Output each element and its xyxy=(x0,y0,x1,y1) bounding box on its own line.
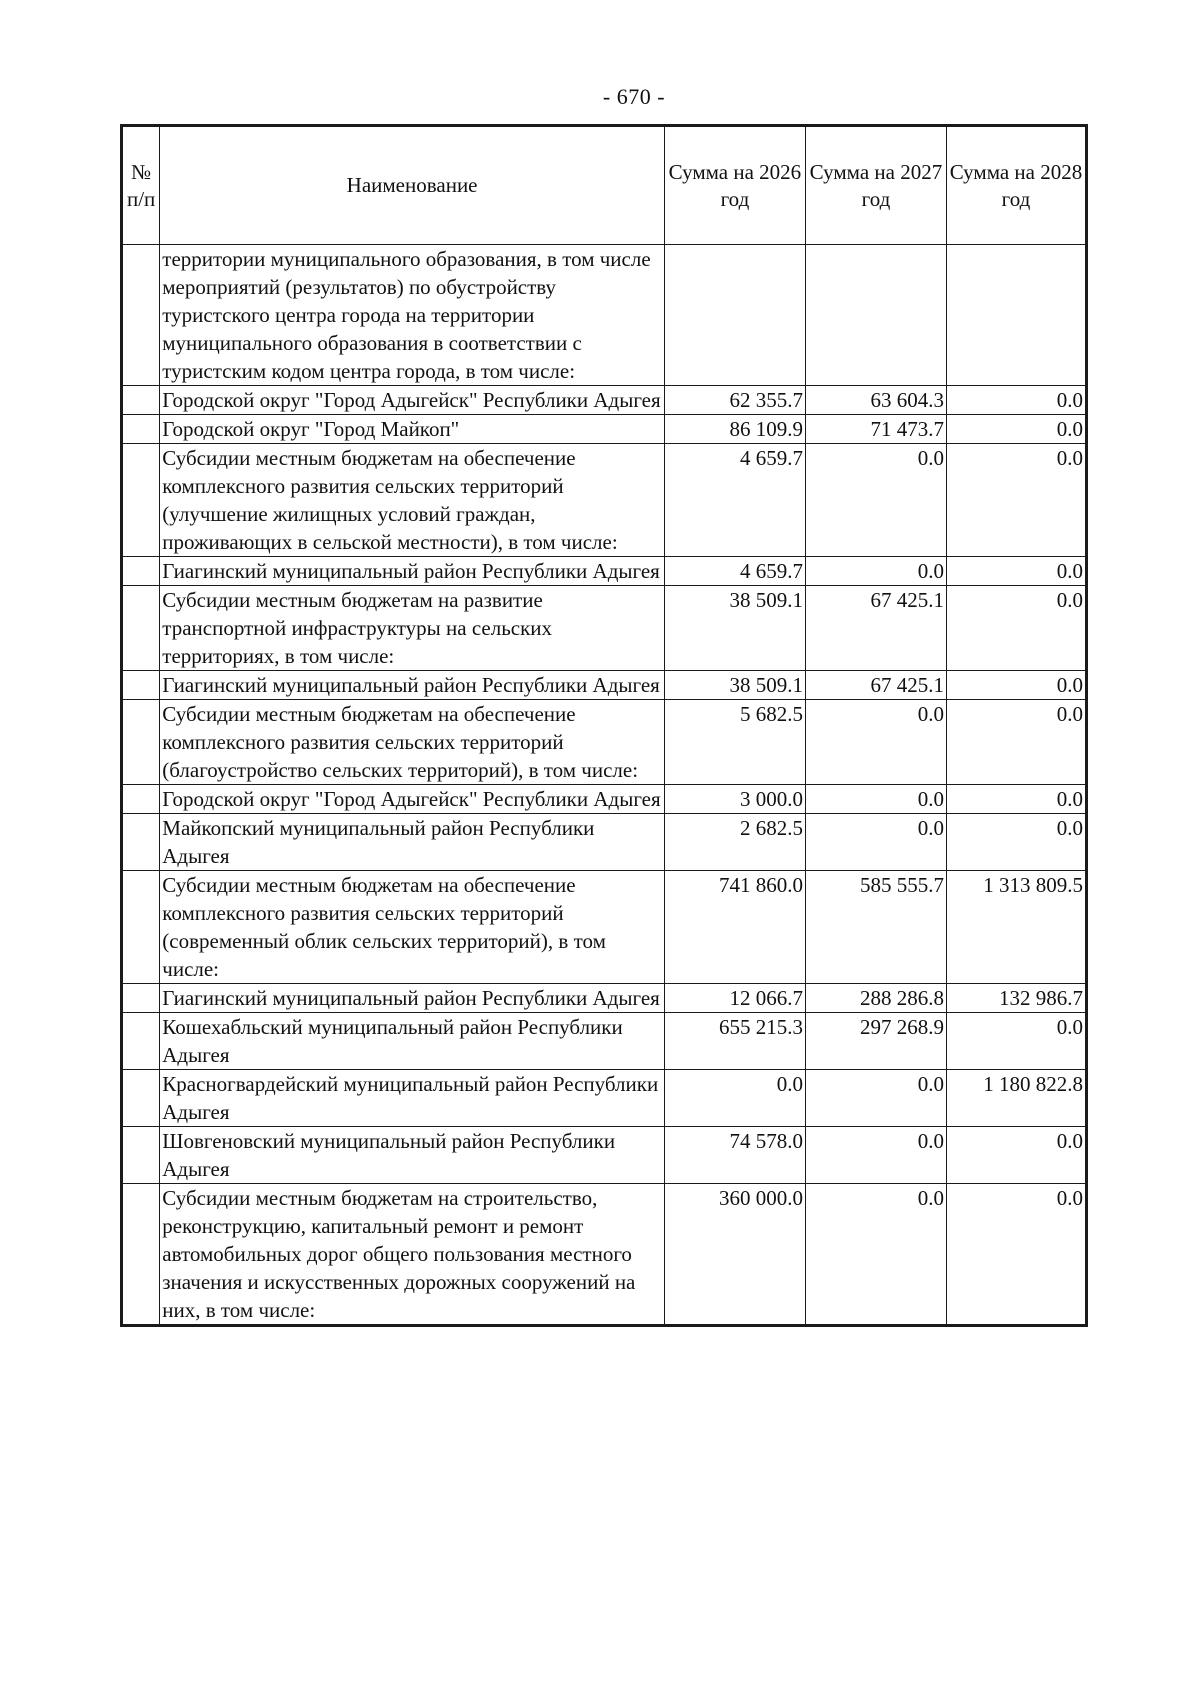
table-row xyxy=(122,444,1087,557)
table-row xyxy=(122,700,1087,785)
amount-2026: 3 000.0 xyxy=(664,785,805,814)
row-number xyxy=(122,984,160,1013)
table-row xyxy=(122,984,1087,1013)
amount-2026: 38 509.1 xyxy=(664,671,805,700)
row-name: Субсидии местным бюджетам на развитие транспортной инфраструктуры на сельских территориях, в том числе: xyxy=(160,586,665,671)
row-number xyxy=(122,415,160,444)
amount-2026: 86 109.9 xyxy=(664,415,805,444)
row-number xyxy=(122,871,160,984)
amount-2028: 0.0 xyxy=(946,444,1086,557)
amount-2028: 1 180 822.8 xyxy=(946,1070,1086,1127)
amount-2026: 360 000.0 xyxy=(664,1184,805,1326)
amount-2028: 0.0 xyxy=(946,1127,1086,1184)
amount-2027: 67 425.1 xyxy=(805,671,946,700)
header-2028: Сумма на 2028 год xyxy=(946,126,1086,245)
row-name: Городской округ "Город Адыгейск" Республики Адыгея xyxy=(160,785,665,814)
amount-2026: 4 659.7 xyxy=(664,557,805,586)
amount-2027: 288 286.8 xyxy=(805,984,946,1013)
amount-2027: 0.0 xyxy=(805,814,946,871)
row-number xyxy=(122,557,160,586)
row-number xyxy=(122,1013,160,1070)
amount-2027: 67 425.1 xyxy=(805,586,946,671)
budget-table xyxy=(120,124,1088,1327)
amount-2028: 132 986.7 xyxy=(946,984,1086,1013)
table-row xyxy=(122,671,1087,700)
row-name: Городской округ "Город Адыгейск" Республики Адыгея xyxy=(160,386,665,415)
table-row xyxy=(122,586,1087,671)
row-name: Субсидии местным бюджетам на обеспечение комплексного развития сельских территорий (современный облик сельских территорий), в том числе: xyxy=(160,871,665,984)
amount-2028: 0.0 xyxy=(946,700,1086,785)
amount-2026: 741 860.0 xyxy=(664,871,805,984)
row-name: Субсидии местным бюджетам на строительство, реконструкцию, капитальный ремонт и ремонт автомобильных дорог общего пользования местного значения и искусственных дорожных сооружений на них, в том числе: xyxy=(160,1184,665,1326)
row-name: Гиагинский муниципальный район Республики Адыгея xyxy=(160,557,665,586)
table-row xyxy=(122,1184,1087,1326)
table-row xyxy=(122,1070,1087,1127)
row-number xyxy=(122,814,160,871)
row-number xyxy=(122,1184,160,1326)
row-name: Кошехабльский муниципальный район Республики Адыгея xyxy=(160,1013,665,1070)
row-number xyxy=(122,245,160,386)
amount-2027: 0.0 xyxy=(805,700,946,785)
amount-2028: 0.0 xyxy=(946,1013,1086,1070)
row-number xyxy=(122,700,160,785)
amount-2028: 0.0 xyxy=(946,814,1086,871)
amount-2028 xyxy=(946,245,1086,386)
table-row xyxy=(122,871,1087,984)
row-name: территории муниципального образования, в том числе мероприятий (результатов) по обустройству туристского центра города на территории муниципального образования в соответствии с туристским кодом центра города, в том числе: xyxy=(160,245,665,386)
amount-2026: 74 578.0 xyxy=(664,1127,805,1184)
header-num: № п/п xyxy=(122,126,160,245)
header-2026: Сумма на 2026 год xyxy=(664,126,805,245)
row-number xyxy=(122,671,160,700)
table-row xyxy=(122,415,1087,444)
amount-2026: 4 659.7 xyxy=(664,444,805,557)
amount-2026: 12 066.7 xyxy=(664,984,805,1013)
amount-2027: 0.0 xyxy=(805,1070,946,1127)
amount-2028: 0.0 xyxy=(946,586,1086,671)
amount-2026: 5 682.5 xyxy=(664,700,805,785)
row-number xyxy=(122,785,160,814)
row-name: Субсидии местным бюджетам на обеспечение комплексного развития сельских территорий (улучшение жилищных условий граждан, проживающих в сельской местности), в том числе: xyxy=(160,444,665,557)
amount-2028: 0.0 xyxy=(946,386,1086,415)
row-number xyxy=(122,586,160,671)
header-2027: Сумма на 2027 год xyxy=(805,126,946,245)
amount-2028: 0.0 xyxy=(946,415,1086,444)
row-number xyxy=(122,1127,160,1184)
row-number xyxy=(122,386,160,415)
page-number: - 670 - xyxy=(602,84,666,109)
table-row xyxy=(122,785,1087,814)
amount-2028: 0.0 xyxy=(946,557,1086,586)
row-name: Городской округ "Город Майкоп" xyxy=(160,415,665,444)
table-row xyxy=(122,386,1087,415)
row-name: Майкопский муниципальный район Республики Адыгея xyxy=(160,814,665,871)
amount-2027 xyxy=(805,245,946,386)
amount-2027: 585 555.7 xyxy=(805,871,946,984)
row-number xyxy=(122,444,160,557)
amount-2026: 2 682.5 xyxy=(664,814,805,871)
amount-2027: 0.0 xyxy=(805,557,946,586)
table-row xyxy=(122,1013,1087,1070)
table-row xyxy=(122,1127,1087,1184)
row-name: Гиагинский муниципальный район Республики Адыгея xyxy=(160,671,665,700)
amount-2027: 0.0 xyxy=(805,785,946,814)
amount-2026: 0.0 xyxy=(664,1070,805,1127)
table-row xyxy=(122,557,1087,586)
row-number xyxy=(122,1070,160,1127)
amount-2028: 0.0 xyxy=(946,671,1086,700)
amount-2028: 0.0 xyxy=(946,785,1086,814)
amount-2027: 71 473.7 xyxy=(805,415,946,444)
amount-2026 xyxy=(664,245,805,386)
amount-2028: 0.0 xyxy=(946,1184,1086,1326)
amount-2027: 0.0 xyxy=(805,444,946,557)
amount-2026: 62 355.7 xyxy=(664,386,805,415)
amount-2026: 38 509.1 xyxy=(664,586,805,671)
header-name: Наименование xyxy=(160,126,665,245)
amount-2027: 63 604.3 xyxy=(805,386,946,415)
amount-2027: 0.0 xyxy=(805,1127,946,1184)
row-name: Субсидии местным бюджетам на обеспечение комплексного развития сельских территорий (благоустройство сельских территорий), в том числе: xyxy=(160,700,665,785)
table-header-row xyxy=(122,126,1087,245)
amount-2027: 0.0 xyxy=(805,1184,946,1326)
row-name: Красногвардейский муниципальный район Республики Адыгея xyxy=(160,1070,665,1127)
amount-2026: 655 215.3 xyxy=(664,1013,805,1070)
row-name: Гиагинский муниципальный район Республики Адыгея xyxy=(160,984,665,1013)
table-row xyxy=(122,814,1087,871)
amount-2028: 1 313 809.5 xyxy=(946,871,1086,984)
row-name: Шовгеновский муниципальный район Республики Адыгея xyxy=(160,1127,665,1184)
amount-2027: 297 268.9 xyxy=(805,1013,946,1070)
table-row xyxy=(122,245,1087,386)
